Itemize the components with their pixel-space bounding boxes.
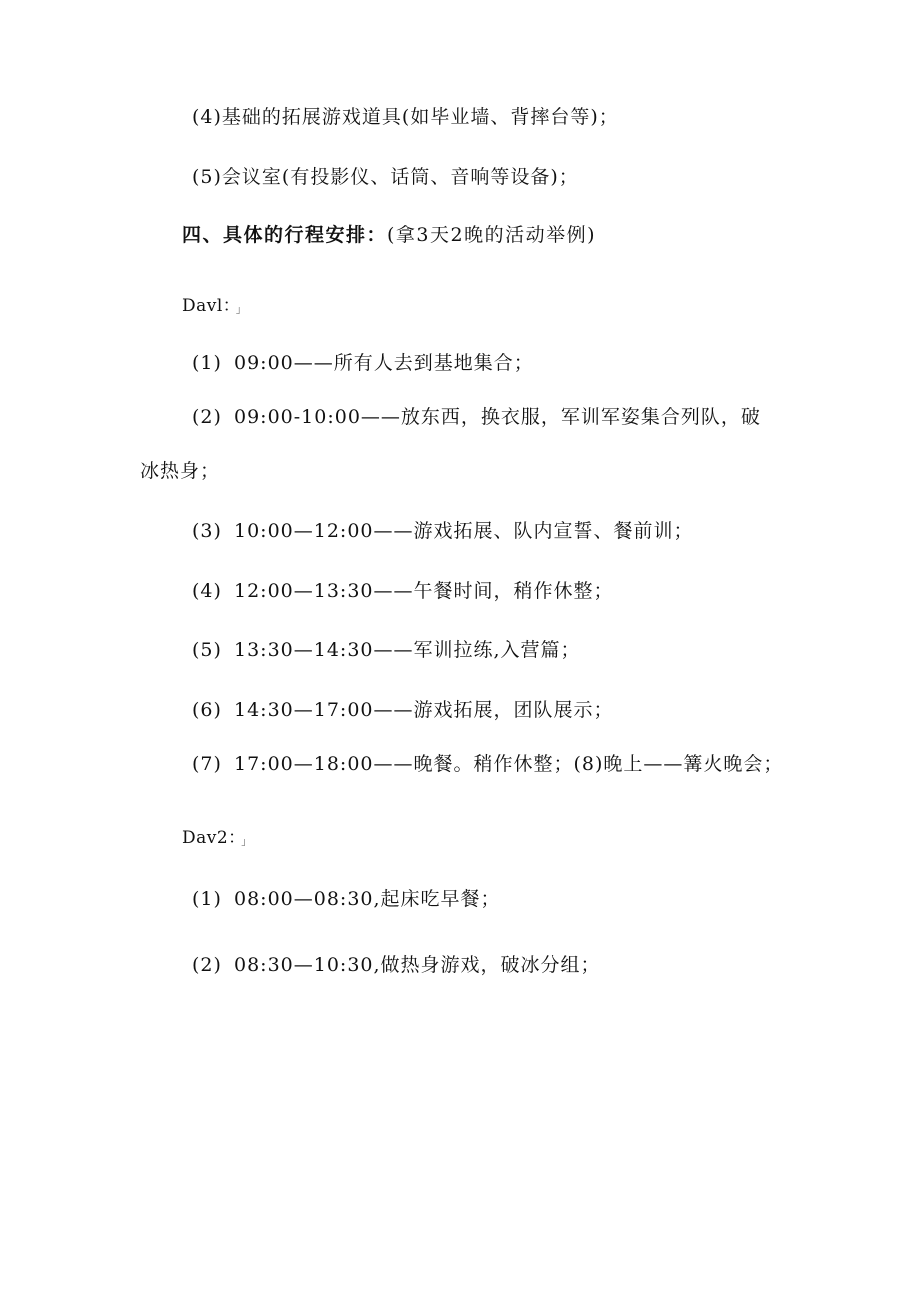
- day1-item-4: [192, 578, 614, 604]
- day1-item-2-num: (2): [192, 406, 222, 428]
- day2-item-1-num: (1): [192, 888, 222, 910]
- day1-item-1: [192, 350, 534, 376]
- day2-label: [182, 825, 252, 856]
- day1-item-1-num: (1): [192, 352, 222, 374]
- day1-item-2: [192, 404, 761, 430]
- day1-item-1-text: 09:00——所有人去到基地集合；: [234, 352, 534, 374]
- day1-item-3: [192, 518, 694, 544]
- day1-item-2-continuation: [140, 458, 220, 484]
- equipment-item-4: [192, 104, 619, 130]
- equipment-item-4-text: (4)基础的拓展游戏道具(如毕业墙、背摔台等)；: [192, 106, 619, 128]
- day1-mark: 」: [235, 305, 247, 316]
- equipment-item-5: [192, 164, 579, 190]
- day1-item-4-num: (4): [192, 580, 222, 602]
- day2-item-1: [192, 886, 501, 912]
- day1-item-7-num: (7): [192, 753, 222, 775]
- equipment-item-5-text: (5)会议室(有投影仪、话筒、音响等设备)；: [192, 166, 579, 188]
- section-heading: [182, 222, 596, 248]
- day2-item-2: [192, 952, 601, 978]
- day1-item-3-text: 10:00—12:00——游戏拓展、队内宣誓、餐前训；: [234, 520, 694, 542]
- day1-item-2-cont-text: 冰热身；: [140, 460, 221, 482]
- section-heading-title: 四、具体的行程安排：: [182, 224, 388, 246]
- day1-item-2-text: 09:00-10:00——放东西，换衣服，军训军姿集合列队，破: [234, 406, 761, 428]
- day1-item-5-text: 13:30—14:30——军训拉练,入营篇；: [234, 639, 581, 661]
- day2-label-text: Dav2：: [182, 828, 238, 848]
- day1-label: [182, 293, 246, 324]
- day1-item-7: [192, 751, 783, 777]
- day1-item-5: [192, 637, 581, 663]
- day1-item-5-num: (5): [192, 639, 222, 661]
- day1-label-text: Davl：: [182, 296, 232, 316]
- day2-item-2-text: 08:30—10:30,做热身游戏，破冰分组；: [234, 954, 601, 976]
- day1-item-7-text: 17:00—18:00——晚餐。稍作休整；(8)晚上——篝火晚会；: [234, 753, 784, 775]
- section-heading-note: (拿3天2晚的活动举例): [387, 224, 597, 246]
- day1-item-6-num: (6): [192, 699, 222, 721]
- day2-item-1-text: 08:00—08:30,起床吃早餐；: [234, 888, 501, 910]
- day1-item-6: [192, 697, 614, 723]
- day2-item-2-num: (2): [192, 954, 222, 976]
- day1-item-3-num: (3): [192, 520, 222, 542]
- day1-item-6-text: 14:30—17:00——游戏拓展，团队展示；: [234, 699, 614, 721]
- day2-mark: 」: [241, 837, 252, 848]
- day1-item-4-text: 12:00—13:30——午餐时间，稍作休整；: [234, 580, 614, 602]
